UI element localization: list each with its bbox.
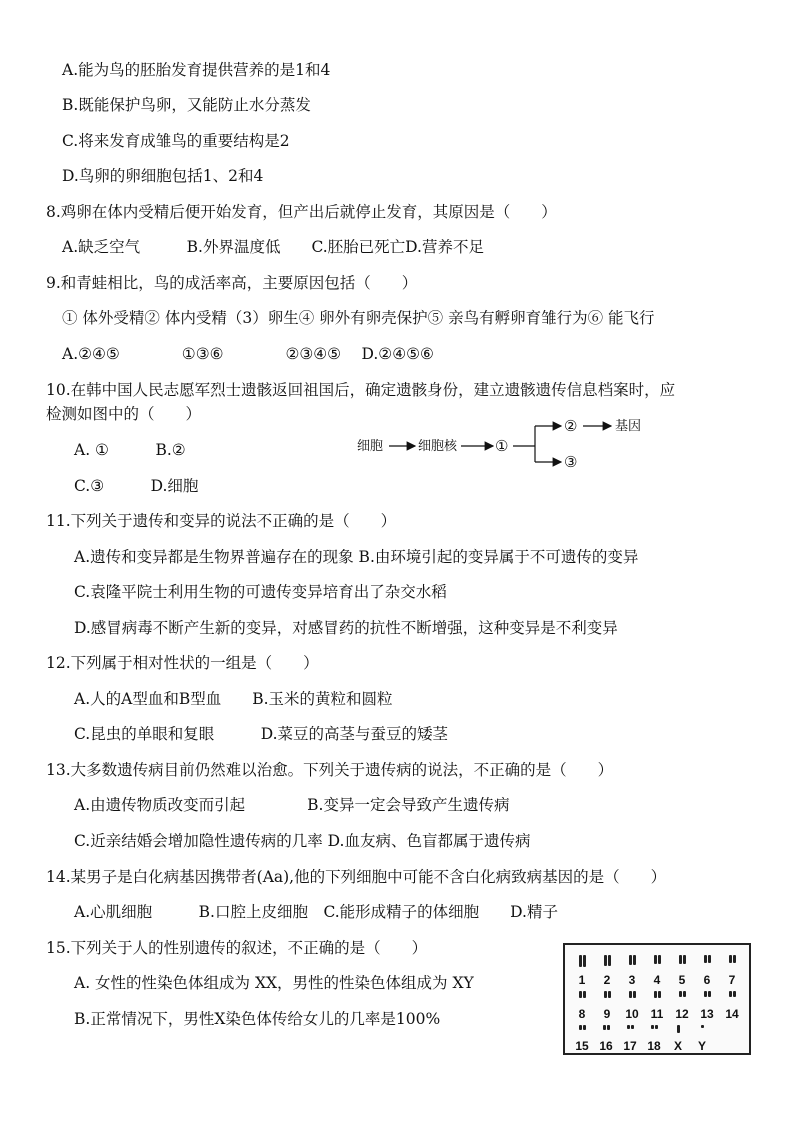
q10-options-cd: C.③ D.细胞 [74, 477, 199, 495]
karyotype-label: 8 [578, 1007, 586, 1021]
karyotype-label: 14 [725, 1007, 739, 1021]
q15-option-a: A. 女性的性染色体组成为 XX，男性的性染色体组成为 XY [74, 974, 474, 992]
karyotype-row-1-chromosomes [571, 955, 743, 967]
q9-stem: 9.和青蛙相比，鸟的成活率高，主要原因包括（ ） [46, 274, 418, 292]
q12-stem: 12.下列属于相对性状的一组是（ ） [46, 654, 319, 672]
q9-options: A.②④⑤ ①③⑥ ②③④⑤ D.②④⑤⑥ [62, 345, 434, 363]
karyotype-label: 1 [578, 973, 586, 987]
diagram-gene-label: 基因 [615, 419, 642, 434]
karyotype-label: 11 [650, 1007, 664, 1021]
karyotype-label: 17 [623, 1039, 637, 1053]
karyotype-label: 12 [675, 1007, 689, 1021]
karyotype-row-1-labels [571, 973, 743, 987]
karyotype-label: 15 [575, 1039, 589, 1053]
karyotype-label: 16 [599, 1039, 613, 1053]
karyotype-label: 18 [647, 1039, 661, 1053]
diagram-node-2: ② [564, 417, 578, 435]
karyotype-row-2-labels [571, 1007, 743, 1021]
diagram-cell-label: 细胞 [357, 439, 384, 454]
karyotype-row-3-labels [571, 1039, 713, 1053]
q13-stem: 13.大多数遗传病目前仍然难以治愈。下列关于遗传病的说法，不正确的是（ ） [46, 761, 614, 779]
q14-options: A.心肌细胞 B.口腔上皮细胞 C.能形成精子的体细胞 D.精子 [74, 903, 558, 921]
cell-gene-diagram [355, 412, 655, 478]
karyotype-label: 4 [653, 973, 661, 987]
q13-options-cd: C.近亲结婚会增加隐性遗传病的几率 D.血友病、色盲都属于遗传病 [74, 832, 531, 850]
q8-stem: 8.鸡卵在体内受精后便开始发育，但产出后就停止发育，其原因是（ ） [46, 203, 557, 221]
q14-stem: 14.某男子是白化病基因携带者(Aa),他的下列细胞中可能不含白化病致病基因的是（ ） [46, 868, 667, 886]
karyotype-label: 2 [603, 973, 611, 987]
karyotype-label: 5 [678, 973, 686, 987]
q7-option-b: B.既能保护鸟卵，又能防止水分蒸发 [62, 96, 311, 114]
q11-stem: 11.下列关于遗传和变异的说法不正确的是（ ） [46, 512, 397, 530]
q10-options-ab: A. ① B.② [74, 441, 186, 459]
q10-stem-line1: 10.在韩中国人民志愿军烈士遗骸返回祖国后，确定遗骸身份，建立遗骸遗传信息档案时，应 [46, 381, 676, 399]
karyotype-label: Y [697, 1039, 706, 1053]
diagram-node-1: ① [495, 437, 509, 455]
karyotype-row-2-chromosomes [571, 991, 743, 1003]
q7-option-c: C.将来发育成雏鸟的重要结构是2 [62, 132, 290, 150]
karyotype-label: 10 [625, 1007, 639, 1021]
karyotype-row-3-chromosomes [571, 1025, 713, 1037]
q15-stem: 15.下列关于人的性别遗传的叙述，不正确的是（ ） [46, 939, 428, 957]
q8-options: A.缺乏空气 B.外界温度低 C.胚胎已死亡D.营养不足 [62, 238, 484, 256]
q11-option-d: D.感冒病毒不断产生新的变异，对感冒药的抗性不断增强，这种变异是不利变异 [74, 619, 618, 637]
karyotype-label: 6 [703, 973, 711, 987]
q11-option-c: C.袁隆平院士利用生物的可遗传变异培育出了杂交水稻 [74, 583, 447, 601]
q10-stem-line2: 检测如图中的（ ） [46, 405, 202, 423]
diagram-nucleus-label: 细胞核 [418, 439, 458, 454]
q9-items: ① 体外受精② 体内受精（3）卵生④ 卵外有卵壳保护⑤ 亲鸟有孵卵育雏行为⑥ 能飞行 [62, 309, 655, 327]
karyotype-figure [563, 943, 751, 1055]
q12-options-ab: A.人的A型血和B型血 B.玉米的黄粒和圆粒 [74, 690, 393, 708]
diagram-node-3: ③ [564, 453, 578, 471]
q12-options-cd: C.昆虫的单眼和复眼 D.菜豆的高茎与蚕豆的矮茎 [74, 725, 449, 743]
q7-option-a: A.能为鸟的胚胎发育提供营养的是1和4 [62, 61, 331, 79]
q7-option-d: D.鸟卵的卵细胞包括1、2和4 [62, 167, 264, 185]
q13-options-ab: A.由遗传物质改变而引起 B.变异一定会导致产生遗传病 [74, 796, 510, 814]
q11-options-ab: A.遗传和变异都是生物界普遍存在的现象 B.由环境引起的变异属于不可遗传的变异 [74, 548, 639, 566]
karyotype-label: 3 [628, 973, 636, 987]
q15-option-b: B.正常情况下，男性X染色体传给女儿的几率是100% [74, 1010, 441, 1028]
karyotype-label: 7 [728, 973, 736, 987]
karyotype-label: 13 [700, 1007, 714, 1021]
karyotype-label: X [673, 1039, 682, 1053]
karyotype-label: 9 [603, 1007, 611, 1021]
